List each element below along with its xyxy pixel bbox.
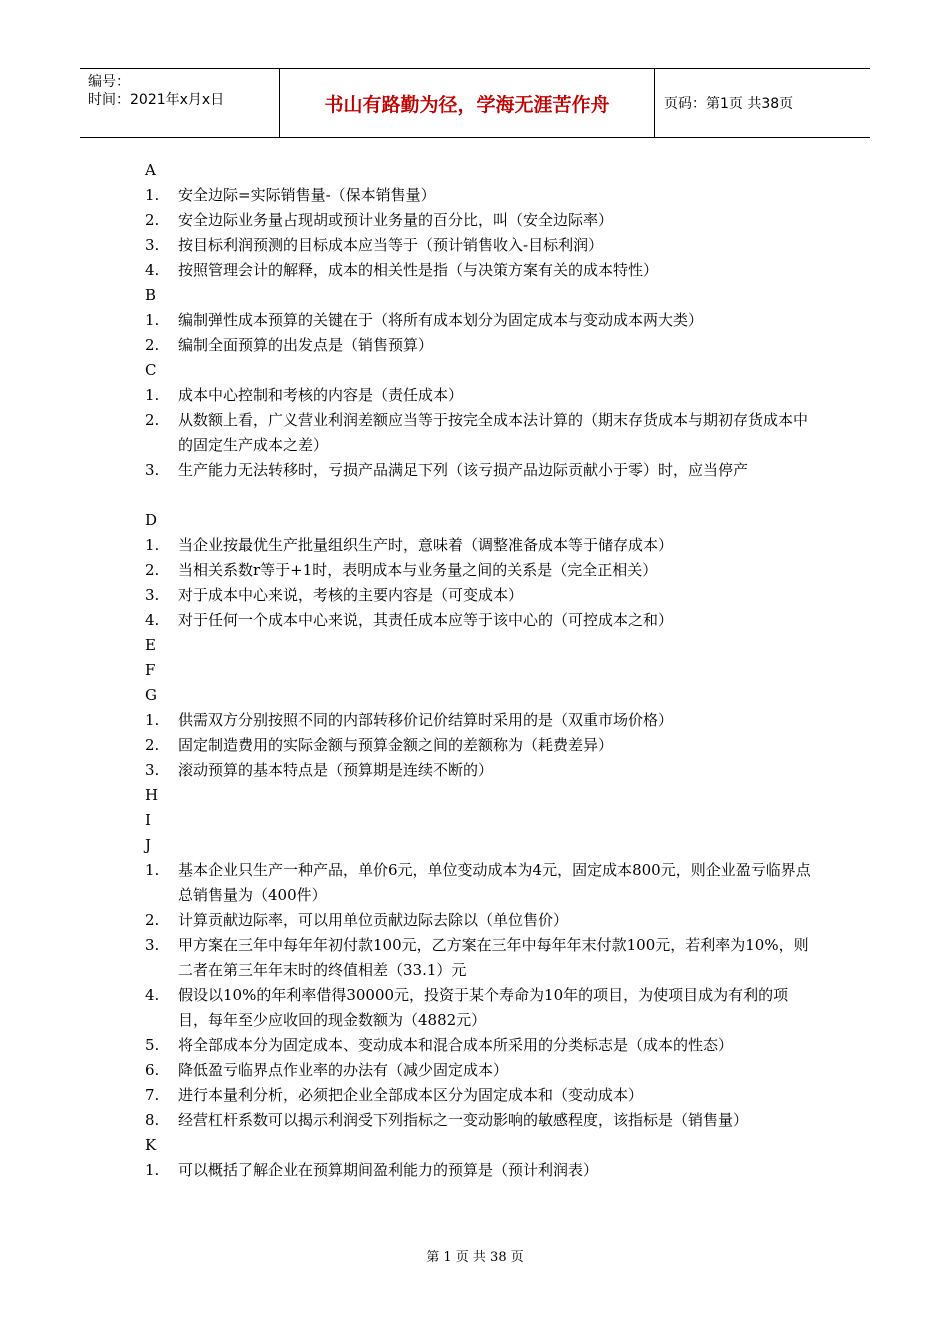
question-item bbox=[145, 608, 815, 633]
item-number: 5. bbox=[145, 1036, 160, 1054]
item-number: 3. bbox=[145, 586, 160, 604]
item-text: 供需双方分别按照不同的内部转移价记价结算时采用的是（双重市场价格） bbox=[178, 711, 674, 729]
item-text: 按照管理会计的解释，成本的相关性是指（与决策方案有关的成本特性） bbox=[178, 261, 659, 279]
item-number: 2. bbox=[145, 911, 160, 929]
question-item bbox=[145, 1083, 815, 1108]
item-text: 编制弹性成本预算的关键在于（将所有成本划分为固定成本与变动成本两大类） bbox=[178, 311, 704, 329]
item-number: 3. bbox=[145, 461, 160, 479]
item-text: 假设以10%的年利率借得30000元，投资于某个寿命为10年的项目，为使项目成为有利的项目，每年至少应收回的现金数额为（4882元） bbox=[178, 986, 789, 1029]
header-meta bbox=[80, 69, 280, 137]
question-item bbox=[145, 308, 815, 333]
item-number: 1. bbox=[145, 861, 160, 879]
item-text: 对于成本中心来说，考核的主要内容是（可变成本） bbox=[178, 586, 524, 604]
item-text: 甲方案在三年中每年年初付款100元，乙方案在三年中每年年末付款100元，若利率为10%，则二者在第三年年末时的终值相差（33.1）元 bbox=[178, 936, 809, 979]
item-number: 1. bbox=[145, 386, 160, 404]
item-number: 4. bbox=[145, 261, 160, 279]
question-item bbox=[145, 708, 815, 733]
question-item bbox=[145, 933, 815, 983]
header-motto: 书山有路勤为径，学海无涯苦作舟 bbox=[280, 69, 655, 137]
section-spacer bbox=[145, 483, 815, 508]
section-letter: F bbox=[145, 661, 156, 679]
page-footer: 第 1 页 共 38 页 bbox=[426, 1250, 524, 1265]
question-item bbox=[145, 408, 815, 458]
item-text: 计算贡献边际率，可以用单位贡献边际去除以（单位售价） bbox=[178, 911, 569, 929]
question-item bbox=[145, 733, 815, 758]
question-item bbox=[145, 233, 815, 258]
doc-date-label: 时间：2021年x月x日 bbox=[88, 92, 225, 108]
item-number: 2. bbox=[145, 736, 160, 754]
item-number: 6. bbox=[145, 1061, 160, 1079]
question-item bbox=[145, 983, 815, 1033]
item-number: 4. bbox=[145, 611, 160, 629]
section-letter: C bbox=[145, 361, 157, 379]
section-letter: D bbox=[145, 511, 158, 529]
header-page-info: 页码：第1页 共38页 bbox=[664, 96, 794, 112]
document-body bbox=[145, 158, 815, 1183]
item-text: 基本企业只生产一种产品，单价6元，单位变动成本为4元，固定成本800元，则企业盈亏临界点总销售量为（400件） bbox=[178, 861, 811, 904]
question-item bbox=[145, 383, 815, 408]
item-text: 将全部成本分为固定成本、变动成本和混合成本所采用的分类标志是（成本的性态） bbox=[178, 1036, 734, 1054]
section-letter: E bbox=[145, 636, 156, 654]
item-number: 1. bbox=[145, 711, 160, 729]
item-text: 安全边际业务量占现胡或预计业务量的百分比，叫（安全边际率） bbox=[178, 211, 614, 229]
question-item bbox=[145, 183, 815, 208]
item-text: 安全边际=实际销售量-（保本销售量） bbox=[178, 186, 436, 204]
item-number: 3. bbox=[145, 936, 160, 954]
section-letter: B bbox=[145, 286, 157, 304]
item-number: 1. bbox=[145, 311, 160, 329]
section-letter: I bbox=[145, 811, 151, 829]
question-item bbox=[145, 258, 815, 283]
item-number: 2. bbox=[145, 336, 160, 354]
item-text: 生产能力无法转移时，亏损产品满足下列（该亏损产品边际贡献小于零）时，应当停产 bbox=[178, 461, 749, 479]
item-number: 8. bbox=[145, 1111, 160, 1129]
section-letter: K bbox=[145, 1136, 157, 1154]
item-number: 3. bbox=[145, 236, 160, 254]
item-number: 7. bbox=[145, 1086, 160, 1104]
item-text: 固定制造费用的实际金额与预算金额之间的差额称为（耗费差异） bbox=[178, 736, 614, 754]
question-item bbox=[145, 583, 815, 608]
item-number: 1. bbox=[145, 536, 160, 554]
item-number: 1. bbox=[145, 186, 160, 204]
page-header bbox=[80, 68, 870, 138]
question-item bbox=[145, 908, 815, 933]
question-item bbox=[145, 858, 815, 908]
item-number: 1. bbox=[145, 1161, 160, 1179]
section-letter: H bbox=[145, 786, 159, 804]
question-item bbox=[145, 758, 815, 783]
item-number: 2. bbox=[145, 211, 160, 229]
item-text: 对于任何一个成本中心来说，其责任成本应等于该中心的（可控成本之和） bbox=[178, 611, 674, 629]
question-item bbox=[145, 208, 815, 233]
item-text: 滚动预算的基本特点是（预算期是连续不断的） bbox=[178, 761, 494, 779]
item-text: 经营杠杆系数可以揭示利润受下列指标之一变动影响的敏感程度，该指标是（销售量） bbox=[178, 1111, 749, 1129]
question-item bbox=[145, 1033, 815, 1058]
item-text: 按目标利润预测的目标成本应当等于（预计销售收入-目标利润） bbox=[178, 236, 604, 254]
item-number: 2. bbox=[145, 411, 160, 429]
question-item bbox=[145, 533, 815, 558]
section-letter: A bbox=[145, 161, 156, 179]
item-text: 从数额上看，广义营业利润差额应当等于按完全成本法计算的（期末存货成本与期初存货成本中的固定生产成本之差） bbox=[178, 411, 809, 454]
question-item bbox=[145, 1158, 815, 1183]
section-letter: J bbox=[145, 836, 152, 854]
item-text: 编制全面预算的出发点是（销售预算） bbox=[178, 336, 434, 354]
question-item bbox=[145, 558, 815, 583]
item-text: 当相关系数r等于+1时，表明成本与业务量之间的关系是（完全正相关） bbox=[178, 561, 658, 579]
question-item bbox=[145, 1058, 815, 1083]
section-letter: G bbox=[145, 686, 157, 704]
item-text: 成本中心控制和考核的内容是（责任成本） bbox=[178, 386, 464, 404]
question-item bbox=[145, 1108, 815, 1133]
item-text: 降低盈亏临界点作业率的办法有（减少固定成本） bbox=[178, 1061, 509, 1079]
item-text: 进行本量利分析，必须把企业全部成本区分为固定成本和（变动成本） bbox=[178, 1086, 644, 1104]
item-number: 3. bbox=[145, 761, 160, 779]
item-text: 可以概括了解企业在预算期间盈利能力的预算是（预计利润表） bbox=[178, 1161, 599, 1179]
doc-number-label: 编号： bbox=[88, 74, 130, 90]
question-item bbox=[145, 333, 815, 358]
item-number: 2. bbox=[145, 561, 160, 579]
question-item bbox=[145, 458, 815, 483]
item-number: 4. bbox=[145, 986, 160, 1004]
item-text: 当企业按最优生产批量组织生产时，意味着（调整准备成本等于储存成本） bbox=[178, 536, 674, 554]
